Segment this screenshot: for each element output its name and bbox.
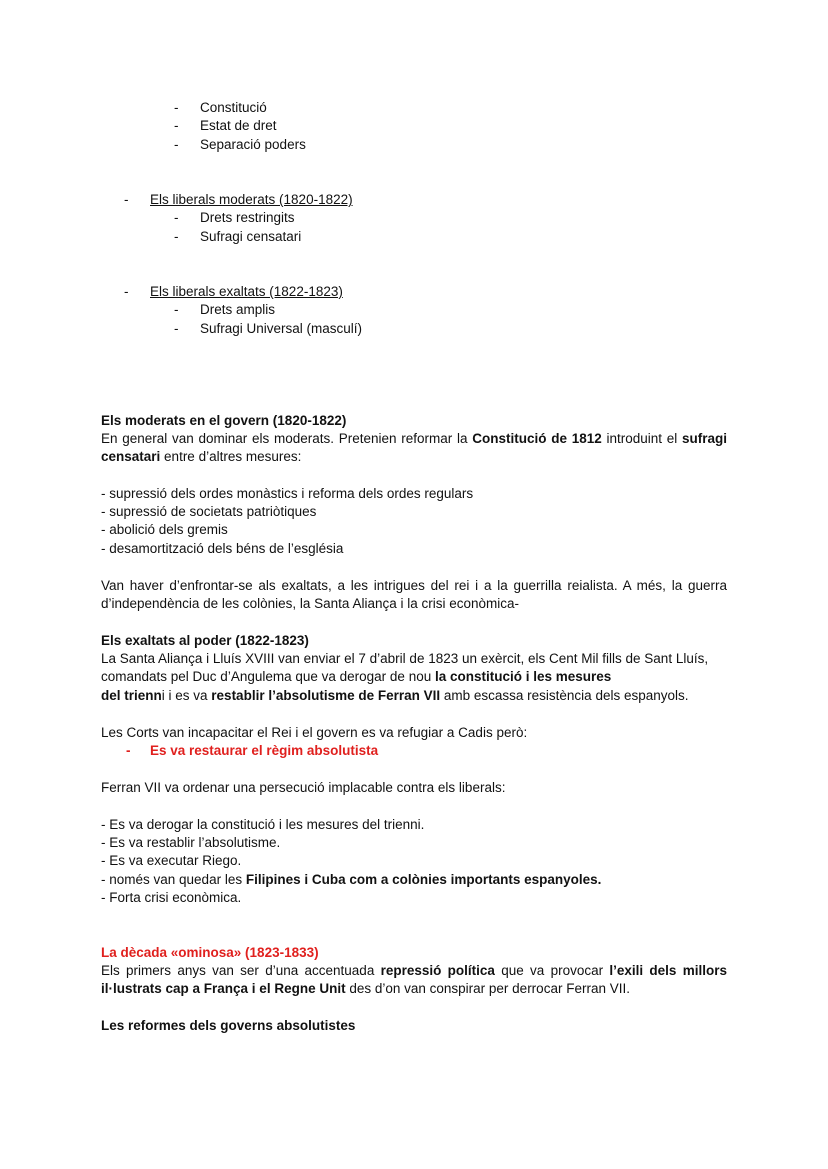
text-run: que va provocar (494, 963, 610, 978)
text-run: introduint el (601, 431, 682, 446)
list-item: - desamortització dels béns de l’església (101, 541, 344, 556)
bold-text: sufragi censatari (101, 431, 727, 465)
paragraph-line: La Santa Aliança i Lluís XVIII van enviar el 7 d’abril de 1823 un exèrcit, els Cent Mil fills de Sant Lluís, (101, 651, 709, 666)
paragraph-moderats (101, 430, 727, 467)
bullet-dash: - (174, 100, 179, 115)
list-item: Estat de dret (200, 118, 277, 133)
red-highlight-text: Es va restaurar el règim absolutista (150, 743, 379, 758)
text-run: En general van dominar els moderats. Pretenien reformar la (101, 431, 473, 446)
bullet-dash: - (174, 118, 179, 133)
paragraph-ominosa (101, 962, 727, 999)
bullet-dash: - (174, 302, 179, 317)
bullet-dash: - (124, 192, 129, 207)
bullet-dash: - (174, 137, 179, 152)
bullet-dash: - (174, 229, 179, 244)
list-item: - Es va restablir l’absolutisme. (101, 835, 281, 850)
section-heading-moderats: Els moderats en el govern (1820-1822) (101, 413, 347, 428)
bold-text: l’exili dels millors il·lustrats cap a França i el Regne Unit (101, 963, 727, 997)
text-run: - només van quedar les (101, 872, 246, 887)
bold-text: Constitució de 1812 (472, 431, 602, 446)
text-run: comandats pel Duc d’Angulema que va derogar de nou (101, 669, 435, 684)
list-item: - supressió de societats patriòtiques (101, 504, 317, 519)
list-item: - supressió dels ordes monàstics i reforma dels ordes regulars (101, 486, 474, 501)
bold-text: del trienn (101, 688, 162, 703)
list-item: - abolició dels gremis (101, 522, 228, 537)
bullet-dash: - (126, 743, 131, 758)
section-heading-reformes: Les reformes dels governs absolutistes (101, 1018, 356, 1033)
text-run: amb escassa resistència dels espanyols. (440, 688, 689, 703)
paragraph-line (101, 687, 689, 705)
section-heading-ominosa: La dècada «ominosa» (1823-1833) (101, 945, 319, 960)
list-item: Sufragi censatari (200, 229, 302, 244)
paragraph-moderats-2: Van haver d’enfrontar-se als exaltats, a les intrigues del rei i a la guerrilla reialista. A més, la guerra d’independència de les colònies, la Santa Aliança i la crisi econòmica- (101, 578, 727, 612)
list-item: Sufragi Universal (masculí) (200, 321, 363, 336)
bold-text: Filipines i Cuba com a colònies importants espanyoles. (245, 872, 602, 887)
list-item: - Es va executar Riego. (101, 853, 242, 868)
exaltats-list-title: Els liberals exaltats (1822-1823) (150, 284, 343, 299)
paragraph-persecucio: Ferran VII va ordenar una persecució implacable contra els liberals: (101, 780, 506, 795)
list-item: Drets restringits (200, 210, 295, 225)
paragraph-line (101, 668, 611, 686)
list-item: Separació poders (200, 137, 306, 152)
moderats-list-title: Els liberals moderats (1820-1822) (150, 192, 353, 207)
bold-text: repressió política (380, 963, 495, 978)
bold-text: la constitució i les mesures (434, 669, 612, 684)
list-item: Drets amplis (200, 302, 276, 317)
section-heading-exaltats: Els exaltats al poder (1822-1823) (101, 633, 309, 648)
paragraph-corts: Les Corts van incapacitar el Rei i el govern es va refugiar a Cadis però: (101, 725, 528, 740)
text-run: des d’on van conspirar per derrocar Ferran VII. (345, 981, 630, 997)
bullet-dash: - (174, 321, 179, 336)
list-item: Constitució (200, 100, 267, 115)
bullet-dash: - (174, 210, 179, 225)
text-run: entre d’altres mesures: (160, 449, 302, 465)
list-item (101, 871, 601, 889)
bold-text: restablir l’absolutisme de Ferran VII (211, 688, 441, 703)
bullet-dash: - (124, 284, 129, 299)
list-item: - Forta crisi econòmica. (101, 890, 242, 905)
list-item: - Es va derogar la constitució i les mesures del trienni. (101, 817, 425, 832)
text-run: i i es va (161, 688, 212, 703)
text-run: Els primers anys van ser d’una accentuada (101, 963, 381, 978)
